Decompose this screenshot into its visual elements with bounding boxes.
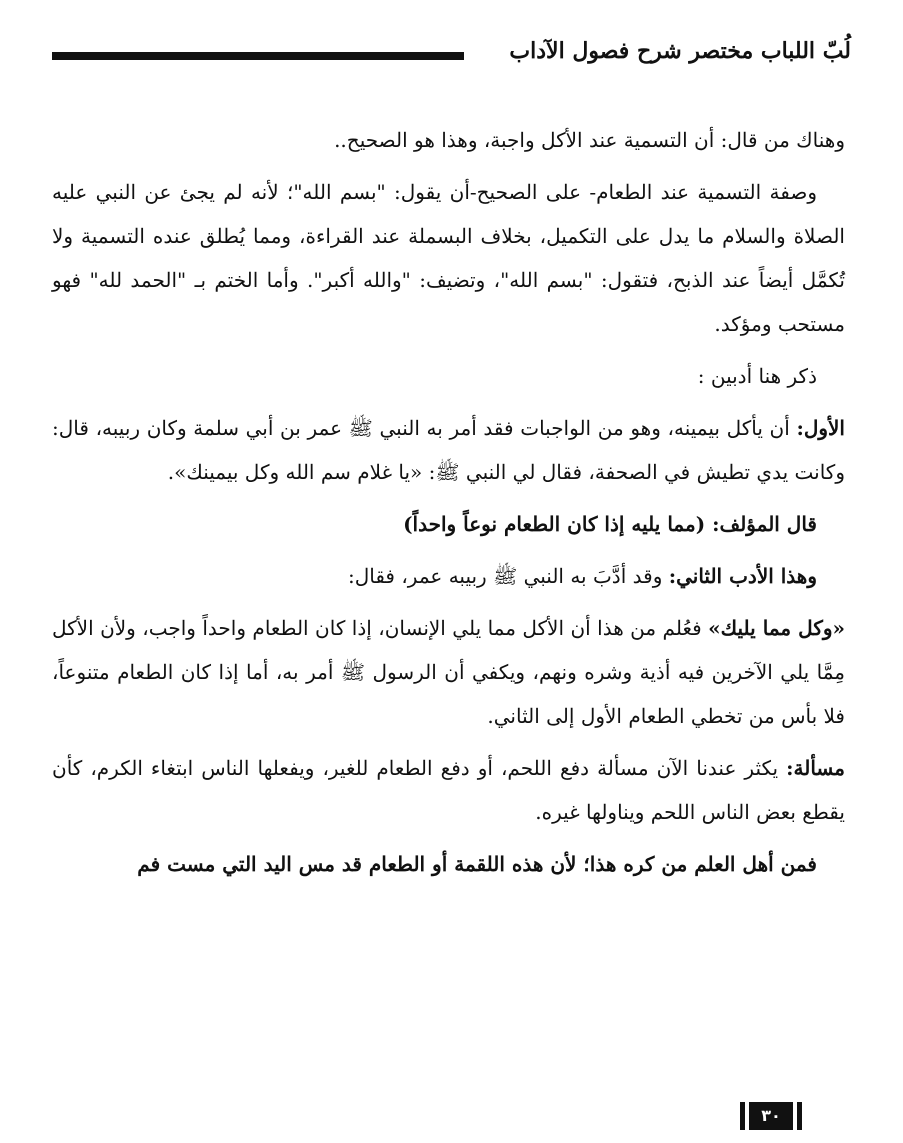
paragraph-5: [52, 502, 845, 546]
paragraph-1: [52, 118, 845, 162]
paragraph-9: [52, 842, 845, 886]
paragraph-lead: مسألة:: [786, 756, 845, 780]
page-body: [52, 118, 845, 894]
paragraph-text: أن يأكل بيمينه، وهو من الواجبات فقد أمر به النبي ﷺ عمر بن أبي سلمة وكان ربيبه، قال: وكانت يدي تطيش في الصحفة، فقال لي النبي ﷺ: «يا غلام سم الله وكل بيمينك».: [52, 416, 845, 484]
paragraph-lead: الأول:: [796, 416, 845, 440]
paragraph-lead: وهذا الأدب الثاني:: [668, 564, 817, 588]
paragraph-text: يكثر عندنا الآن مسألة دفع اللحم، أو دفع الطعام للغير، ويفعلها الناس ابتغاء الكرم، كأن يقطع بعض الناس اللحم ويناولها غيره.: [52, 756, 845, 824]
page-number: ٣٠: [749, 1102, 793, 1130]
header-rule: [52, 52, 464, 60]
paragraph-text: وصفة التسمية عند الطعام- على الصحيح-أن يقول: "بسم الله"؛ لأنه لم يجئ عن النبي عليه الصلاة والسلام ما يدل على التكميل، بخلاف البسملة عند القراءة، ومما يُطلق عنده التسمية ولا تُكمَّل أيضاً عند الذبح، فتقول: "بسم الله"، وتضيف: "والله أكبر". وأما الختم بـ "الحمد لله" فهو مستحب ومؤكد.: [52, 180, 845, 336]
paragraph-text: وهناك من قال: أن التسمية عند الأكل واجبة، وهذا هو الصحيح..: [334, 128, 845, 152]
page-number-bar-left: [740, 1102, 745, 1130]
paragraph-7: [52, 606, 845, 738]
paragraph-8: [52, 746, 845, 834]
paragraph-6: [52, 554, 845, 598]
paragraph-text: ذكر هنا أدبين :: [697, 364, 817, 388]
running-header: [52, 36, 851, 76]
paragraph-text: وقد أدَّبَ به النبي ﷺ ربيبه عمر، فقال:: [347, 564, 669, 588]
page-number-footer: [740, 1102, 802, 1130]
paragraph-text: فعُلم من هذا أن الأكل مما يلي الإنسان، إذا كان الطعام واحداً واجب، ولأن الأكل مِمَّا يلي الآخرين فيه أذية وشره ونهم، ويكفي أن الرسول ﷺ أمر به، أما إذا كان الطعام متنوعاً، فلا بأس من تخطي الطعام الأول إلى الثاني.: [52, 616, 845, 728]
book-title: لُبّ اللباب مختصر شرح فصول الآداب: [509, 38, 851, 64]
paragraph-text: فمن أهل العلم من كره هذا؛ لأن هذه اللقمة أو الطعام قد مس اليد التي مست فم: [137, 852, 817, 876]
page-number-bar-right: [797, 1102, 802, 1130]
paragraph-4: [52, 406, 845, 494]
paragraph-lead: «وكل مما يليك»: [708, 616, 845, 640]
paragraph-3: [52, 354, 845, 398]
paragraph-text: قال المؤلف: (مما يليه إذا كان الطعام نوعاً واحداً): [403, 512, 817, 536]
paragraph-2: [52, 170, 845, 346]
